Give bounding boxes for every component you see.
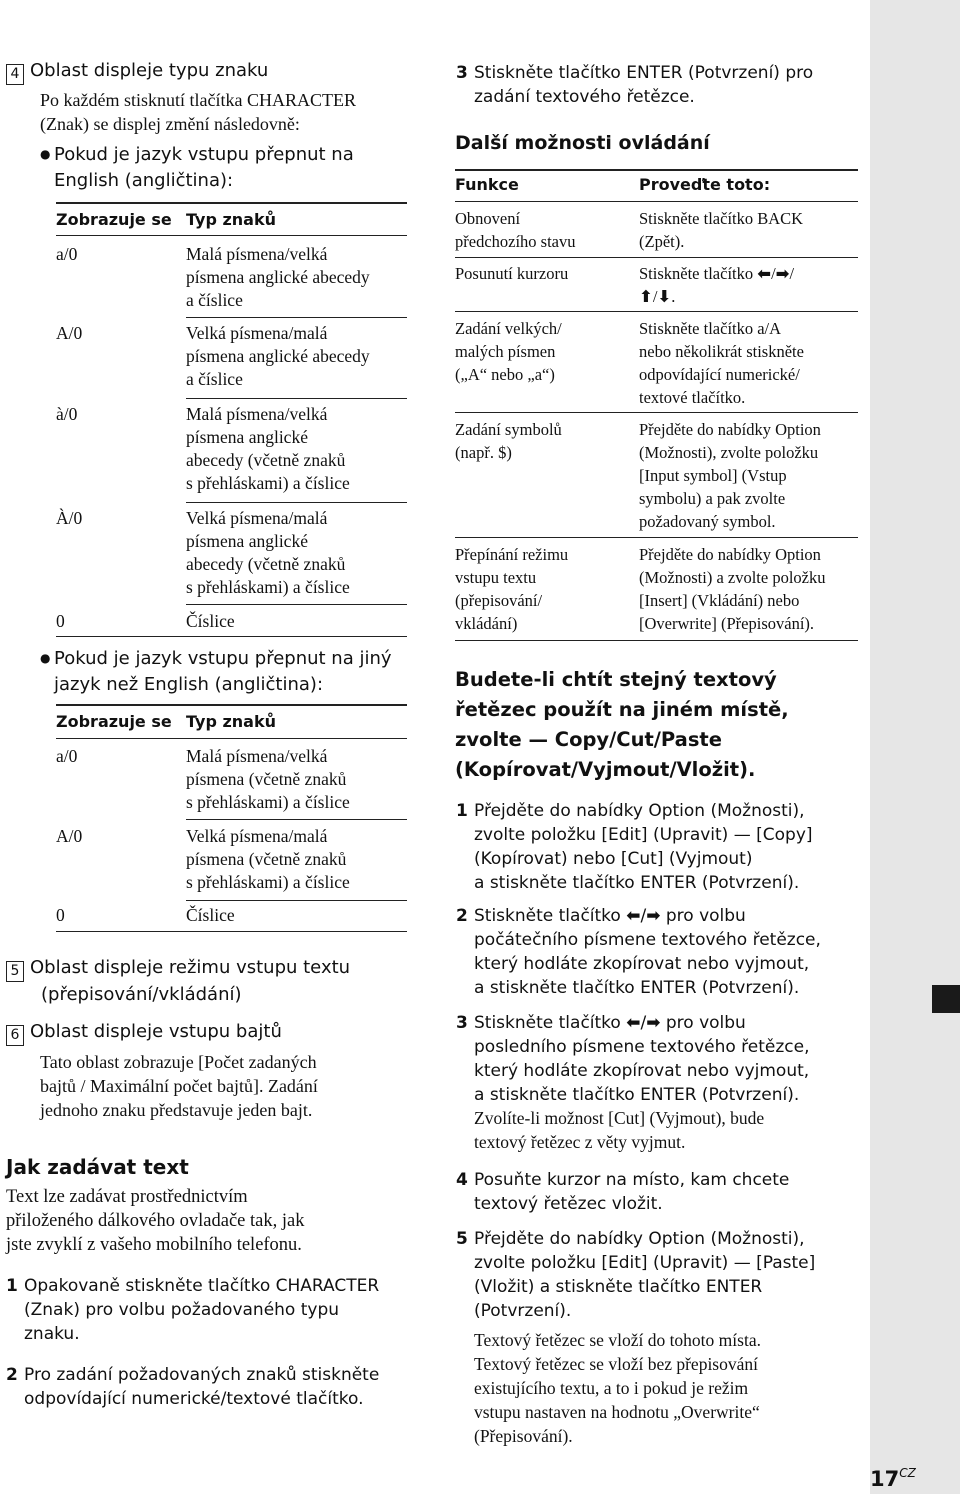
item-6-body: Tato oblast zobrazuje [Počet zadaných bajtů / Maximální počet bajtů]. Zadání jednoho znaku představuje jeden bajt. [40,1052,318,1120]
left-arrow-icon: ⬅ [757,264,772,283]
copy-step-3-note: Zvolíte-li možnost [Cut] (Vyjmout), bude textový řetězec z věty vyjmut. [474,1108,765,1152]
item-5-heading: 5 Oblast displeje režimu vstupu textu (přepisování/vkládání) [6,955,350,1008]
left-arrow-icon: ⬅ [626,906,641,926]
right-arrow-icon: ➡ [775,264,790,283]
left-arrow-icon: ⬅ [626,1013,641,1033]
table2-row-code: a/0 [56,746,78,766]
table1-row-desc: Malá písmena/velká písmena anglické abecedy a číslice [186,244,370,310]
right-arrow-icon: ➡ [646,906,661,926]
copy-step-5: 5 Přejděte do nabídky Option (Možnosti), zvolte položku [Edit] (Upravit) — [Paste] (Vložit) a stiskněte tlačítko ENTER (Potvrzení). [456,1229,816,1321]
table1-row-desc: Číslice [186,611,235,631]
table1-row-code: À/0 [56,508,83,528]
bullet-other-language: ● Pokud je jazyk vstupu přepnut na jiný jazyk než English (angličtina): [40,648,392,695]
right-arrow-icon: ➡ [646,1013,661,1033]
table1-row-code: a/0 [56,244,78,264]
section-body: Text lze zadávat prostřednictvím přiloženého dálkového ovladače tak, jak jste zvyklí z vašeho mobilního telefonu. [6,1187,305,1255]
left-step-1: 1 Opakovaně stiskněte tlačítko CHARACTER (Znak) pro volbu požadovaného typu znaku. [6,1276,380,1344]
options-func: Přepínání režimu vstupu textu (přepisování/ vkládání) [455,545,569,633]
table1-row-desc: Velká písmena/malá písmena anglické abecedy (včetně znaků s přehláskami) a číslice [186,508,350,597]
item-6-heading: 6 Oblast displeje vstupu bajtů [6,1019,282,1046]
table2-head-col2: Typ znaků [186,712,276,731]
options-action: Přejděte do nabídky Option (Možnosti), zvolte položku [Input symbol] (Vstup symbolu) a pak zvolte požadovaný symbol. [639,420,821,531]
table2-head-col1: Zobrazuje se [56,712,172,731]
options-head-action: Proveďte toto: [639,175,771,194]
table2-row-code: A/0 [56,826,83,846]
options-func: Zadání velkých/ malých písmen („A“ nebo „a“) [455,319,562,384]
copy-step-2: 2 Stiskněte tlačítko ⬅/➡ pro volbu počátečního písmene textového řetězce, který hodláte zkopírovat nebo vyjmout, a stiskněte tlačítko ENTER (Potvrzení). [456,906,821,998]
table2-row-desc: Velká písmena/malá písmena (včetně znaků s přehláskami) a číslice [186,826,350,892]
options-func: Obnovení předchozího stavu [455,209,576,251]
options-func: Zadání symbolů (např. $) [455,420,562,462]
table2-row-desc: Číslice [186,905,235,925]
table2-row-code: 0 [56,905,65,925]
table1-row-code: à/0 [56,404,78,424]
copy-section-title: Budete-li chtít stejný textový řetězec použít na jiném místě, zvolte — Copy/Cut/Paste (Kopírovat/Vyjmout/Vložit). [455,668,789,781]
options-head-function: Funkce [455,175,519,194]
page-sidebar [870,0,960,1494]
table1-row-code: 0 [56,611,65,631]
options-action: Stiskněte tlačítko a/A nebo několikrát stiskněte odpovídající numerické/ textové tlačítko. [639,319,804,407]
copy-step-3: 3 Stiskněte tlačítko ⬅/➡ pro volbu posledního písmene textového řetězce, který hodláte zkopírovat nebo vyjmout, a stiskněte tlačítko ENTER (Potvrzení). [456,1013,810,1105]
options-title: Další možnosti ovládání [455,132,710,154]
item-4-heading: 4 Oblast displeje typu znaku [6,58,268,85]
options-action: Stiskněte tlačítko ⬅/➡/ ⬆/⬇. [639,264,795,306]
options-action: Přejděte do nabídky Option (Možnosti) a zvolte položku [Insert] (Vkládání) nebo [Overwrite] (Přepisování). [639,545,826,633]
table1-row-desc: Malá písmena/velká písmena anglické abecedy (včetně znaků s přehláskami) a číslice [186,404,350,493]
page-number: $17^{CZ}$ [870,1466,916,1491]
item-4-intro: Po každém stisknutí tlačítka CHARACTER (Znak) se displej změní následovně: [40,90,356,134]
copy-step-4: 4 Posuňte kurzor na místo, kam chcete textový řetězec vložit. [456,1170,790,1214]
down-arrow-icon: ⬇ [657,287,672,306]
right-step-3: 3 Stiskněte tlačítko ENTER (Potvrzení) pro zadání textového řetězce. [456,63,814,107]
options-func: Posunutí kurzoru [455,264,569,283]
section-title-jak-zadavat: Jak zadávat text [6,1155,189,1179]
bullet-english: ● Pokud je jazyk vstupu přepnut na English (angličtina): [40,144,354,191]
section-tab-marker [932,985,960,1013]
table1-row-code: A/0 [56,323,83,343]
options-action: Stiskněte tlačítko BACK (Zpět). [639,209,804,251]
table1-head-col2: Typ znaků [186,210,276,229]
table1-row-desc: Velká písmena/malá písmena anglické abecedy a číslice [186,323,370,389]
copy-step-1: 1 Přejděte do nabídky Option (Možnosti), zvolte položku [Edit] (Upravit) — [Copy] (Kopírovat) nebo [Cut] (Vyjmout) a stiskněte tlačítko ENTER (Potvrzení). [456,801,813,893]
table1-head-col1: Zobrazuje se [56,210,172,229]
up-arrow-icon: ⬆ [639,287,653,306]
table2-row-desc: Malá písmena/velká písmena (včetně znaků s přehláskami) a číslice [186,746,350,812]
copy-step-5-note: Textový řetězec se vloží do tohoto místa. Textový řetězec se vloží bez přepisování existujícího textu, a to i pokud je režim vstupu nastaven na hodnotu „Overwrite“ (Přepisování). [474,1330,761,1446]
left-step-2: 2 Pro zadání požadovaných znaků stiskněte odpovídající numerické/textové tlačítko. [6,1365,380,1409]
